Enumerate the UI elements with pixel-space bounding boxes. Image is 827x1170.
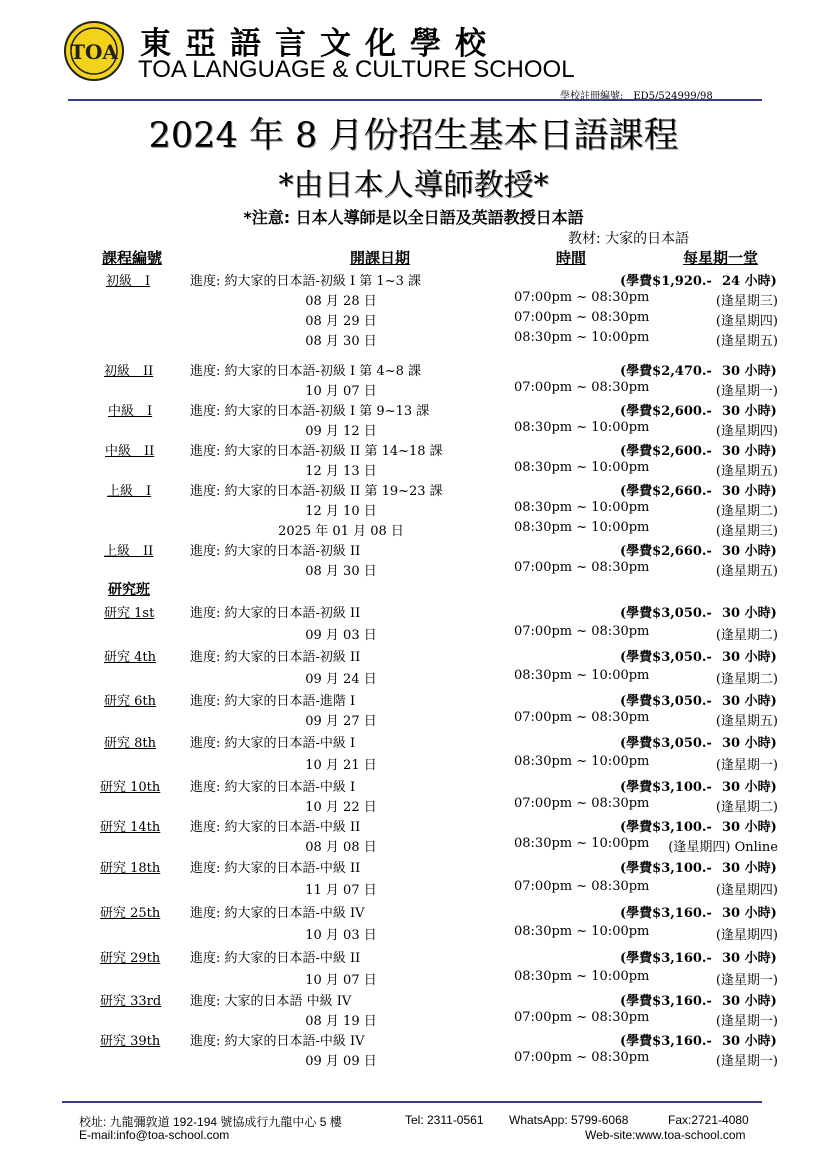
course-row	[0, 857, 827, 877]
session-day: (逢星期一)	[715, 384, 778, 399]
course-fee: (學費$3,100.-	[620, 780, 712, 795]
course-progress: 進度: 約大家的日本語-中級 II	[190, 820, 361, 835]
session-time: 07:00pm ~ 08:30pm	[514, 1010, 650, 1025]
session-row	[0, 754, 827, 774]
course-progress: 進度: 約大家的日本語-初級 II 第 14~18 課	[190, 444, 443, 459]
session-date: 09 月 24 日	[305, 672, 377, 687]
course-hours: 30 小時)	[722, 780, 777, 795]
session-date: 09 月 27 日	[305, 714, 377, 729]
session-row	[0, 879, 827, 899]
session-date: 10 月 21 日	[305, 758, 377, 773]
course-row	[0, 947, 827, 967]
session-day: (逢星期五)	[715, 564, 778, 579]
session-row	[0, 1010, 827, 1030]
course-progress: 進度: 約大家的日本語-中級 II	[190, 951, 361, 966]
footer-fax: Fax:2721-4080	[668, 1113, 749, 1127]
session-date: 09 月 03 日	[305, 628, 377, 643]
school-name-cn: 東亞語言文化學校	[140, 26, 500, 62]
course-progress: 進度: 約大家的日本語-初級 I 第 1~3 課	[190, 274, 422, 289]
course-row	[0, 990, 827, 1010]
footer-website: Web-site:www.toa-school.com	[585, 1128, 746, 1142]
course-progress: 進度: 約大家的日本語-進階 I	[190, 694, 356, 709]
course-hours: 30 小時)	[722, 404, 777, 419]
session-row	[0, 520, 827, 540]
course-row	[0, 690, 827, 710]
session-time: 07:00pm ~ 08:30pm	[514, 310, 650, 325]
session-date: 09 月 09 日	[305, 1054, 377, 1069]
textbook-label: 教材: 大家的日本語	[568, 231, 690, 247]
session-row	[0, 330, 827, 350]
course-row	[0, 1030, 827, 1050]
course-code: 研究 33rd	[100, 994, 162, 1009]
research-section-title: 研究班	[108, 582, 150, 598]
course-progress: 進度: 約大家的日本語-中級 I	[190, 780, 356, 795]
course-code: 研究 8th	[104, 736, 157, 751]
course-fee: (學費$2,600.-	[620, 404, 712, 419]
session-day: (逢星期五)	[715, 714, 778, 729]
session-date: 08 月 08 日	[305, 840, 377, 855]
session-day: (逢星期二)	[715, 628, 778, 643]
session-date: 10 月 07 日	[305, 384, 377, 399]
session-row	[0, 668, 827, 688]
course-fee: (學費$2,660.-	[620, 484, 712, 499]
session-time: 08:30pm ~ 10:00pm	[514, 668, 650, 683]
footer-divider	[62, 1101, 762, 1103]
course-progress: 進度: 約大家的日本語-初級 II	[190, 606, 361, 621]
course-fee: (學費$3,050.-	[620, 606, 712, 621]
course-progress: 進度: 約大家的日本語-中級 IV	[190, 1034, 365, 1049]
session-day: (逢星期五)	[715, 464, 778, 479]
session-row	[0, 924, 827, 944]
session-time: 08:30pm ~ 10:00pm	[514, 500, 650, 515]
session-day: (逢星期四)	[715, 928, 778, 943]
course-row	[0, 816, 827, 836]
course-hours: 30 小時)	[722, 650, 777, 665]
session-day: (逢星期二)	[715, 800, 778, 815]
course-hours: 30 小時)	[722, 444, 777, 459]
session-time: 07:00pm ~ 08:30pm	[514, 290, 650, 305]
course-progress: 進度: 約大家的日本語-初級 II 第 19~23 課	[190, 484, 443, 499]
header-time: 時間	[556, 249, 587, 267]
course-progress: 進度: 約大家的日本語-初級 I 第 4~8 課	[190, 364, 422, 379]
course-row	[0, 440, 827, 460]
course-fee: (學費$3,160.-	[620, 994, 712, 1009]
session-date: 08 月 30 日	[305, 564, 377, 579]
session-row	[0, 460, 827, 480]
session-time: 07:00pm ~ 08:30pm	[514, 624, 650, 639]
course-hours: 30 小時)	[722, 484, 777, 499]
session-time: 07:00pm ~ 08:30pm	[514, 710, 650, 725]
course-progress: 進度: 約大家的日本語-初級 II	[190, 544, 361, 559]
course-progress: 進度: 約大家的日本語-初級 II	[190, 650, 361, 665]
session-date: 12 月 10 日	[305, 504, 377, 519]
session-date: 08 月 30 日	[305, 334, 377, 349]
course-hours: 30 小時)	[722, 606, 777, 621]
footer-email: E-mail:info@toa-school.com	[79, 1128, 230, 1142]
session-time: 07:00pm ~ 08:30pm	[514, 879, 650, 894]
course-fee: (學費$3,100.-	[620, 861, 712, 876]
course-hours: 30 小時)	[722, 364, 777, 379]
session-time: 07:00pm ~ 08:30pm	[514, 380, 650, 395]
session-row	[0, 969, 827, 989]
course-hours: 30 小時)	[722, 544, 777, 559]
course-fee: (學費$3,050.-	[620, 736, 712, 751]
session-row	[0, 836, 827, 856]
session-date: 08 月 19 日	[305, 1014, 377, 1029]
session-date: 10 月 22 日	[305, 800, 377, 815]
session-time: 08:30pm ~ 10:00pm	[514, 754, 650, 769]
course-progress: 進度: 約大家的日本語-中級 IV	[190, 906, 365, 921]
registration-number: 學校註冊編號: ED5/524999/98	[560, 91, 713, 102]
course-fee: (學費$3,100.-	[620, 820, 712, 835]
session-row	[0, 624, 827, 644]
course-row	[0, 732, 827, 752]
session-day: (逢星期四)	[715, 883, 778, 898]
course-row	[0, 646, 827, 666]
session-day: (逢星期三)	[715, 294, 778, 309]
footer-tel: Tel: 2311-0561	[405, 1113, 484, 1127]
course-fee: (學費$3,050.-	[620, 694, 712, 709]
course-hours: 30 小時)	[722, 951, 777, 966]
header-date: 開課日期	[350, 249, 411, 267]
session-row	[0, 420, 827, 440]
course-code: 研究 4th	[104, 650, 157, 665]
logo-text: TOA	[70, 40, 118, 64]
course-row	[0, 400, 827, 420]
session-time: 08:30pm ~ 10:00pm	[514, 969, 650, 984]
course-progress: 進度: 約大家的日本語-中級 I	[190, 736, 356, 751]
school-logo	[63, 20, 125, 82]
course-row	[0, 602, 827, 622]
session-day: (逢星期一)	[715, 1054, 778, 1069]
session-date: 10 月 03 日	[305, 928, 377, 943]
session-time: 07:00pm ~ 08:30pm	[514, 1050, 650, 1065]
course-code: 研究 18th	[100, 861, 161, 876]
session-date: 08 月 29 日	[305, 314, 377, 329]
course-fee: (學費$3,050.-	[620, 650, 712, 665]
course-row	[0, 480, 827, 500]
course-code: 研究 6th	[104, 694, 157, 709]
session-date: 10 月 07 日	[305, 973, 377, 988]
course-fee: (學費$3,160.-	[620, 1034, 712, 1049]
course-hours: 30 小時)	[722, 694, 777, 709]
session-date: 11 月 07 日	[305, 883, 377, 898]
course-code: 研究 1st	[104, 606, 155, 621]
session-date: 08 月 28 日	[305, 294, 377, 309]
course-code: 研究 29th	[100, 951, 161, 966]
session-time: 08:30pm ~ 10:00pm	[514, 460, 650, 475]
course-code: 上級 II	[104, 544, 154, 559]
session-day: (逢星期二)	[715, 672, 778, 687]
session-time: 08:30pm ~ 10:00pm	[514, 330, 650, 345]
course-fee: (學費$2,470.-	[620, 364, 712, 379]
course-hours: 30 小時)	[722, 820, 777, 835]
course-row	[0, 776, 827, 796]
session-row	[0, 710, 827, 730]
course-code: 研究 10th	[100, 780, 161, 795]
session-row	[0, 1050, 827, 1070]
footer-address: 校址: 九龍彌敦道 192-194 號協成行九龍中心 5 樓	[79, 1115, 342, 1129]
course-row	[0, 360, 827, 380]
course-fee: (學費$2,600.-	[620, 444, 712, 459]
session-row	[0, 796, 827, 816]
school-name-en: TOA LANGUAGE & CULTURE SCHOOL	[138, 56, 575, 83]
course-code: 研究 25th	[100, 906, 161, 921]
course-row	[0, 540, 827, 560]
session-day: (逢星期五)	[715, 334, 778, 349]
session-day: (逢星期一)	[715, 1014, 778, 1029]
course-row	[0, 902, 827, 922]
header-code: 課程編號	[102, 249, 163, 267]
page-title: 2024 年 8 月份招生基本日語課程	[148, 116, 679, 156]
session-day: (逢星期四)	[715, 424, 778, 439]
course-code: 上級 I	[107, 484, 152, 499]
session-row	[0, 560, 827, 580]
course-progress: 進度: 大家的日本語 中級 IV	[190, 994, 352, 1009]
session-row	[0, 290, 827, 310]
course-code: 初級 I	[106, 274, 151, 289]
course-hours: 30 小時)	[722, 906, 777, 921]
session-time: 08:30pm ~ 10:00pm	[514, 836, 650, 851]
course-hours: 30 小時)	[722, 1034, 777, 1049]
course-hours: 24 小時)	[722, 274, 777, 289]
session-date: 12 月 13 日	[305, 464, 377, 479]
session-row	[0, 380, 827, 400]
session-time: 08:30pm ~ 10:00pm	[514, 924, 650, 939]
header-divider	[68, 99, 762, 101]
session-day: (逢星期三)	[715, 524, 778, 539]
session-row	[0, 310, 827, 330]
session-row	[0, 500, 827, 520]
course-code: 初級 II	[104, 364, 154, 379]
course-fee: (學費$2,660.-	[620, 544, 712, 559]
session-day: (逢星期四)	[715, 314, 778, 329]
course-row	[0, 270, 827, 290]
course-progress: 進度: 約大家的日本語-中級 II	[190, 861, 361, 876]
course-code: 中級 I	[108, 404, 153, 419]
session-day: (逢星期一)	[715, 758, 778, 773]
session-date: 2025 年 01 月 08 日	[278, 524, 404, 539]
footer-whatsapp: WhatsApp: 5799-6068	[509, 1113, 629, 1127]
page-subtitle: *由日本人導師教授*	[278, 168, 549, 203]
session-time: 08:30pm ~ 10:00pm	[514, 520, 650, 535]
header-weekly: 每星期一堂	[683, 249, 759, 267]
course-hours: 30 小時)	[722, 736, 777, 751]
course-code: 中級 II	[105, 444, 155, 459]
course-hours: 30 小時)	[722, 994, 777, 1009]
course-hours: 30 小時)	[722, 861, 777, 876]
session-day: (逢星期一)	[715, 973, 778, 988]
session-time: 07:00pm ~ 08:30pm	[514, 560, 650, 575]
course-fee: (學費$1,920.-	[620, 274, 712, 289]
course-code: 研究 39th	[100, 1034, 161, 1049]
session-time: 08:30pm ~ 10:00pm	[514, 420, 650, 435]
session-date: 09 月 12 日	[305, 424, 377, 439]
teaching-note: *注意: 日本人導師是以全日語及英語教授日本語	[243, 208, 584, 227]
course-code: 研究 14th	[100, 820, 161, 835]
course-fee: (學費$3,160.-	[620, 951, 712, 966]
course-fee: (學費$3,160.-	[620, 906, 712, 921]
session-day: (逢星期四) Online	[668, 840, 778, 855]
session-time: 07:00pm ~ 08:30pm	[514, 796, 650, 811]
session-day: (逢星期二)	[715, 504, 778, 519]
course-progress: 進度: 約大家的日本語-初級 I 第 9~13 課	[190, 404, 430, 419]
